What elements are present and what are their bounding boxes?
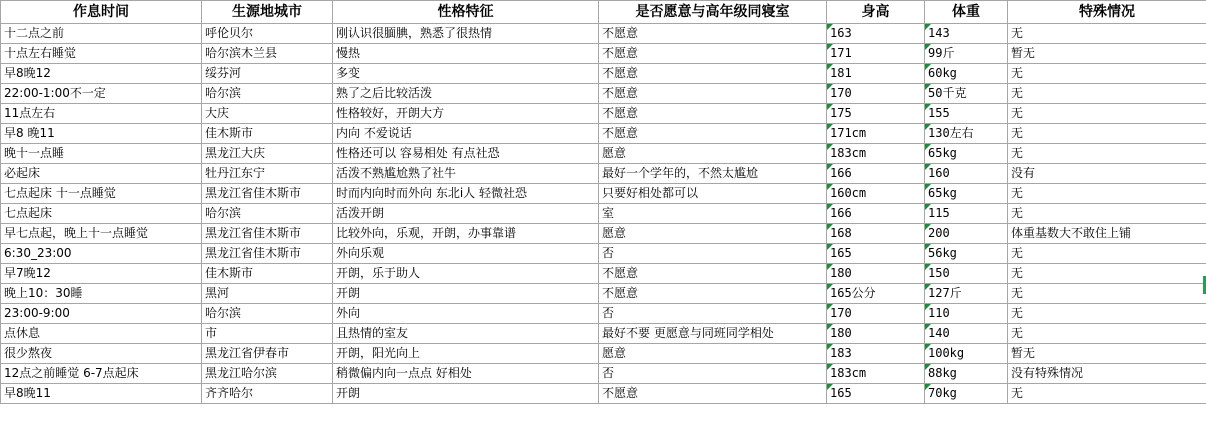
hometown-cell[interactable]: 黑龙江省伊春市 xyxy=(202,344,333,364)
column-header[interactable]: 体重 xyxy=(925,1,1008,24)
header-row xyxy=(1,1,1206,24)
table-row xyxy=(1,124,1206,144)
personality-cell[interactable]: 多变 xyxy=(333,64,599,84)
hometown-cell[interactable]: 黑龙江省佳木斯市 xyxy=(202,244,333,264)
weight-cell[interactable]: 70kg xyxy=(925,384,1008,404)
height-cell[interactable]: 171cm xyxy=(827,124,925,144)
schedule-cell[interactable]: 七点起床 十一点睡觉 xyxy=(1,184,202,204)
special-notes-cell[interactable]: 无 xyxy=(1008,204,1206,224)
hometown-cell[interactable]: 黑龙江大庆 xyxy=(202,144,333,164)
special-notes-cell[interactable]: 无 xyxy=(1008,144,1206,164)
table-row xyxy=(1,64,1206,84)
roommate-preference-cell[interactable]: 愿意 xyxy=(599,144,827,164)
table-row xyxy=(1,84,1206,104)
schedule-cell[interactable]: 晚十一点睡 xyxy=(1,144,202,164)
personality-cell[interactable]: 且热情的室友 xyxy=(333,324,599,344)
personality-cell[interactable]: 内向 不爱说话 xyxy=(333,124,599,144)
roommate-preference-cell[interactable]: 室 xyxy=(599,204,827,224)
schedule-cell[interactable]: 十点左右睡觉 xyxy=(1,44,202,64)
height-cell[interactable]: 168 xyxy=(827,224,925,244)
table-row xyxy=(1,264,1206,284)
table-row xyxy=(1,184,1206,204)
special-notes-cell[interactable]: 无 xyxy=(1008,304,1206,324)
special-notes-cell[interactable]: 无 xyxy=(1008,84,1206,104)
hometown-cell[interactable]: 黑龙江省佳木斯市 xyxy=(202,184,333,204)
schedule-cell[interactable]: 23:00-9:00 xyxy=(1,304,202,324)
hometown-cell[interactable]: 哈尔滨 xyxy=(202,304,333,324)
height-cell[interactable]: 160cm xyxy=(827,184,925,204)
height-cell[interactable]: 183cm xyxy=(827,364,925,384)
table-row xyxy=(1,384,1206,404)
schedule-cell[interactable]: 早8晚12 xyxy=(1,64,202,84)
schedule-cell[interactable]: 早七点起，晚上十一点睡觉 xyxy=(1,224,202,244)
special-notes-cell[interactable]: 体重基数大不敢住上铺 xyxy=(1008,224,1206,244)
table-row xyxy=(1,364,1206,384)
table-row xyxy=(1,144,1206,164)
table-row xyxy=(1,304,1206,324)
weight-cell[interactable]: 100kg xyxy=(925,344,1008,364)
weight-cell[interactable]: 160 xyxy=(925,164,1008,184)
height-cell[interactable]: 180 xyxy=(827,264,925,284)
schedule-cell[interactable]: 22:00-1:00不一定 xyxy=(1,84,202,104)
schedule-cell[interactable]: 点休息 xyxy=(1,324,202,344)
schedule-cell[interactable]: 必起床 xyxy=(1,164,202,184)
weight-cell[interactable]: 65kg xyxy=(925,184,1008,204)
special-notes-cell[interactable]: 无 xyxy=(1008,124,1206,144)
height-cell[interactable]: 183cm xyxy=(827,144,925,164)
hometown-cell[interactable]: 绥芬河 xyxy=(202,64,333,84)
table-row xyxy=(1,44,1206,64)
roommate-preference-cell[interactable]: 只要好相处都可以 xyxy=(599,184,827,204)
hometown-cell[interactable]: 黑龙江哈尔滨 xyxy=(202,364,333,384)
hometown-cell[interactable]: 黑河 xyxy=(202,284,333,304)
personality-cell[interactable]: 时而内向时而外向 东北i人 轻微社恐 xyxy=(333,184,599,204)
roommate-preference-cell[interactable]: 不愿意 xyxy=(599,44,827,64)
hometown-cell[interactable]: 哈尔滨 xyxy=(202,84,333,104)
hometown-cell[interactable]: 呼伦贝尔 xyxy=(202,24,333,44)
weight-cell[interactable]: 143 xyxy=(925,24,1008,44)
personality-cell[interactable]: 活泼不熟尴尬熟了社牛 xyxy=(333,164,599,184)
personality-cell[interactable]: 活泼开朗 xyxy=(333,204,599,224)
weight-cell[interactable]: 99斤 xyxy=(925,44,1008,64)
personality-cell[interactable]: 慢热 xyxy=(333,44,599,64)
special-notes-cell[interactable]: 没有 xyxy=(1008,164,1206,184)
special-notes-cell[interactable]: 暂无 xyxy=(1008,344,1206,364)
schedule-cell[interactable]: 6:30_23:00 xyxy=(1,244,202,264)
weight-cell[interactable]: 200 xyxy=(925,224,1008,244)
hometown-cell[interactable]: 牡丹江东宁 xyxy=(202,164,333,184)
weight-cell[interactable]: 127斤 xyxy=(925,284,1008,304)
special-notes-cell[interactable]: 无 xyxy=(1008,184,1206,204)
personality-cell[interactable]: 比较外向，乐观，开朗，办事靠谱 xyxy=(333,224,599,244)
column-header[interactable]: 是否愿意与高年级同寝室 xyxy=(599,1,827,24)
special-notes-cell[interactable]: 无 xyxy=(1008,284,1206,304)
height-cell[interactable]: 183 xyxy=(827,344,925,364)
weight-cell[interactable]: 155 xyxy=(925,104,1008,124)
roommate-preference-cell[interactable]: 否 xyxy=(599,244,827,264)
weight-cell[interactable]: 60kg xyxy=(925,64,1008,84)
roommate-preference-cell[interactable]: 不愿意 xyxy=(599,24,827,44)
special-notes-cell[interactable]: 无 xyxy=(1008,384,1206,404)
personality-cell[interactable]: 外向 xyxy=(333,304,599,324)
roommate-preference-cell[interactable]: 最好不要 更愿意与同班同学相处 xyxy=(599,324,827,344)
roommate-preference-cell[interactable]: 否 xyxy=(599,364,827,384)
height-cell[interactable]: 165公分 xyxy=(827,284,925,304)
table-row xyxy=(1,324,1206,344)
personality-cell[interactable]: 开朗，乐于助人 xyxy=(333,264,599,284)
schedule-cell[interactable]: 早8晚11 xyxy=(1,384,202,404)
personality-cell[interactable]: 外向乐观 xyxy=(333,244,599,264)
special-notes-cell[interactable]: 无 xyxy=(1008,64,1206,84)
hometown-cell[interactable]: 佳木斯市 xyxy=(202,264,333,284)
height-cell[interactable]: 171 xyxy=(827,44,925,64)
weight-cell[interactable]: 50千克 xyxy=(925,84,1008,104)
personality-cell[interactable]: 性格较好，开朗大方 xyxy=(333,104,599,124)
roommate-preference-cell[interactable]: 不愿意 xyxy=(599,124,827,144)
roommate-preference-cell[interactable]: 不愿意 xyxy=(599,104,827,124)
personality-cell[interactable]: 开朗 xyxy=(333,384,599,404)
roommate-preference-cell[interactable]: 最好一个学年的，不然太尴尬 xyxy=(599,164,827,184)
special-notes-cell[interactable]: 没有特殊情况 xyxy=(1008,364,1206,384)
schedule-cell[interactable]: 早8 晚11 xyxy=(1,124,202,144)
roommate-preference-cell[interactable]: 愿意 xyxy=(599,224,827,244)
weight-cell[interactable]: 88kg xyxy=(925,364,1008,384)
column-header[interactable]: 作息时间 xyxy=(1,1,202,24)
table-row xyxy=(1,164,1206,184)
roommate-preference-cell[interactable]: 不愿意 xyxy=(599,284,827,304)
roommate-preference-cell[interactable]: 不愿意 xyxy=(599,264,827,284)
special-notes-cell[interactable]: 无 xyxy=(1008,244,1206,264)
special-notes-cell[interactable]: 无 xyxy=(1008,24,1206,44)
personality-cell[interactable]: 性格还可以 容易相处 有点社恐 xyxy=(333,144,599,164)
weight-cell[interactable]: 150 xyxy=(925,264,1008,284)
height-cell[interactable]: 163 xyxy=(827,24,925,44)
schedule-cell[interactable]: 早7晚12 xyxy=(1,264,202,284)
personality-cell[interactable]: 开朗 xyxy=(333,284,599,304)
height-cell[interactable]: 175 xyxy=(827,104,925,124)
table-row xyxy=(1,344,1206,364)
special-notes-cell[interactable]: 无 xyxy=(1008,104,1206,124)
column-header[interactable]: 特殊情况 xyxy=(1008,1,1206,24)
hometown-cell[interactable]: 哈尔滨 xyxy=(202,204,333,224)
hometown-cell[interactable]: 黑龙江省佳木斯市 xyxy=(202,224,333,244)
schedule-cell[interactable]: 11点左右 xyxy=(1,104,202,124)
height-cell[interactable]: 165 xyxy=(827,384,925,404)
table-row xyxy=(1,204,1206,224)
roommate-preference-cell[interactable]: 不愿意 xyxy=(599,64,827,84)
table-row xyxy=(1,244,1206,264)
hometown-cell[interactable]: 佳木斯市 xyxy=(202,124,333,144)
weight-cell[interactable]: 130左右 xyxy=(925,124,1008,144)
table-body xyxy=(1,24,1206,404)
hometown-cell[interactable]: 哈尔滨木兰县 xyxy=(202,44,333,64)
height-cell[interactable]: 180 xyxy=(827,324,925,344)
schedule-cell[interactable]: 十二点之前 xyxy=(1,24,202,44)
hometown-cell[interactable]: 市 xyxy=(202,324,333,344)
table-row xyxy=(1,224,1206,244)
special-notes-cell[interactable]: 无 xyxy=(1008,264,1206,284)
schedule-cell[interactable]: 七点起床 xyxy=(1,204,202,224)
special-notes-cell[interactable]: 暂无 xyxy=(1008,44,1206,64)
roommate-preference-cell[interactable]: 不愿意 xyxy=(599,84,827,104)
weight-cell[interactable]: 115 xyxy=(925,204,1008,224)
special-notes-cell[interactable]: 无 xyxy=(1008,324,1206,344)
column-header[interactable]: 生源地城市 xyxy=(202,1,333,24)
table-row xyxy=(1,24,1206,44)
height-cell[interactable]: 170 xyxy=(827,84,925,104)
hometown-cell[interactable]: 大庆 xyxy=(202,104,333,124)
schedule-cell[interactable]: 很少熬夜 xyxy=(1,344,202,364)
personality-cell[interactable]: 稍微偏内向一点点 好相处 xyxy=(333,364,599,384)
schedule-cell[interactable]: 晚上10：30睡 xyxy=(1,284,202,304)
weight-cell[interactable]: 56kg xyxy=(925,244,1008,264)
weight-cell[interactable]: 140 xyxy=(925,324,1008,344)
schedule-cell[interactable]: 12点之前睡觉 6-7点起床 xyxy=(1,364,202,384)
height-cell[interactable]: 166 xyxy=(827,164,925,184)
roommate-preference-cell[interactable]: 不愿意 xyxy=(599,384,827,404)
table-row xyxy=(1,104,1206,124)
personality-cell[interactable]: 开朗，阳光向上 xyxy=(333,344,599,364)
weight-cell[interactable]: 110 xyxy=(925,304,1008,324)
table-row xyxy=(1,284,1206,304)
height-cell[interactable]: 181 xyxy=(827,64,925,84)
column-header[interactable]: 身高 xyxy=(827,1,925,24)
height-cell[interactable]: 170 xyxy=(827,304,925,324)
column-header[interactable]: 性格特征 xyxy=(333,1,599,24)
weight-cell[interactable]: 65kg xyxy=(925,144,1008,164)
roommate-preference-cell[interactable]: 否 xyxy=(599,304,827,324)
height-cell[interactable]: 165 xyxy=(827,244,925,264)
personality-cell[interactable]: 刚认识很腼腆，熟悉了很热情 xyxy=(333,24,599,44)
roommate-preference-cell[interactable]: 愿意 xyxy=(599,344,827,364)
personality-cell[interactable]: 熟了之后比较活泼 xyxy=(333,84,599,104)
hometown-cell[interactable]: 齐齐哈尔 xyxy=(202,384,333,404)
height-cell[interactable]: 166 xyxy=(827,204,925,224)
